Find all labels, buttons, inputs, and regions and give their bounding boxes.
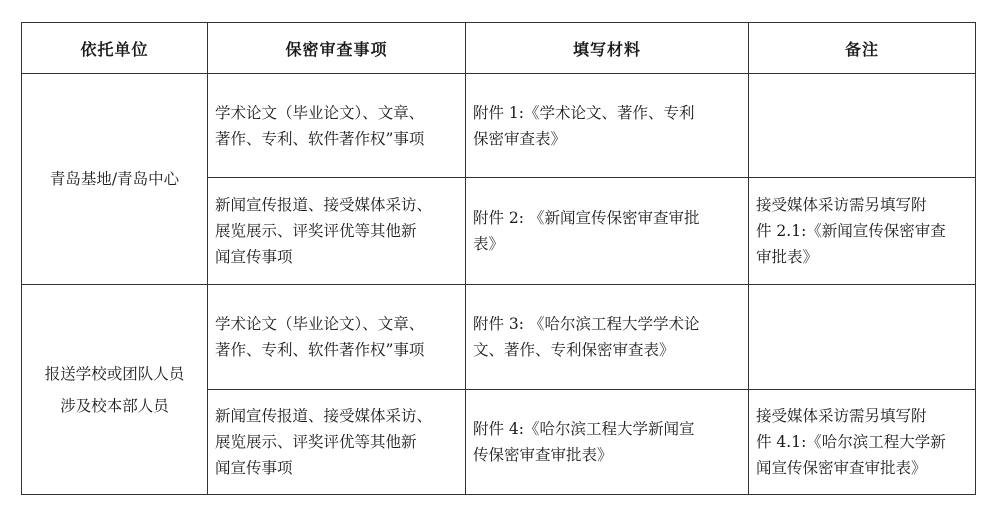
item-cell [208,285,466,390]
item-line: 展览展示、评奖评优等其他新 [215,433,417,451]
note-line: 闻宣传保密审查审批表》 [756,459,927,477]
material-line: 表》 [473,235,505,253]
item-line: 新闻宣传报道、接受媒体采访、 [215,196,433,214]
item-line: 展览展示、评奖评优等其他新 [215,222,417,240]
material-line: 文、著作、专利保密审查表》 [473,341,675,359]
material-line: 附件 1:《学术论文、著作、专利 [473,103,695,122]
note-cell [749,178,976,285]
header-material: 填写材料 [466,23,749,74]
note-line: 接受媒体采访需另填写附 [756,407,927,425]
item-line: 学术论文（毕业论文）、文章、 [215,103,425,122]
note-cell [749,285,976,390]
unit-line: 报送学校或团队人员 [44,364,185,383]
unit-line: 涉及校本部人员 [60,396,169,415]
item-line: 闻宣传事项 [215,459,293,477]
note-line: 审批表》 [756,248,819,266]
header-unit: 依托单位 [22,23,208,74]
note-cell [749,390,976,495]
table-row [22,74,976,178]
note-line: 件 2.1:《新闻宣传保密审查 [756,222,946,240]
item-line: 新闻宣传报道、接受媒体采访、 [215,407,433,425]
note-line: 件 4.1:《哈尔滨工程大学新 [756,433,946,451]
material-cell [466,285,749,390]
item-line: 闻宣传事项 [215,248,293,266]
material-line: 附件 4:《哈尔滨工程大学新闻宣 [473,420,695,438]
item-line: 著作、专利、软件著作权”事项 [215,341,425,359]
unit-line: 青岛基地/青岛中心 [49,170,180,188]
item-cell [208,178,466,285]
header-note: 备注 [749,23,976,74]
note-cell [749,74,976,178]
table-row [22,285,976,390]
material-line: 附件 3: 《哈尔滨工程大学学术论 [473,315,700,333]
material-cell [466,390,749,495]
item-cell [208,74,466,178]
note-line: 接受媒体采访需另填写附 [756,196,927,214]
material-line: 附件 2: 《新闻宣传保密审查审批 [473,209,700,227]
item-line: 学术论文（毕业论文）、文章、 [215,315,425,333]
material-cell [466,178,749,285]
material-cell [466,74,749,178]
header-row [22,23,976,74]
material-line: 传保密审查审批表》 [473,446,613,464]
review-table [21,22,976,495]
item-line: 著作、专利、软件著作权”事项 [215,129,425,148]
header-item: 保密审查事项 [208,23,466,74]
unit-cell [22,74,208,285]
unit-cell [22,285,208,495]
item-cell [208,390,466,495]
material-line: 保密审查表》 [473,129,567,148]
